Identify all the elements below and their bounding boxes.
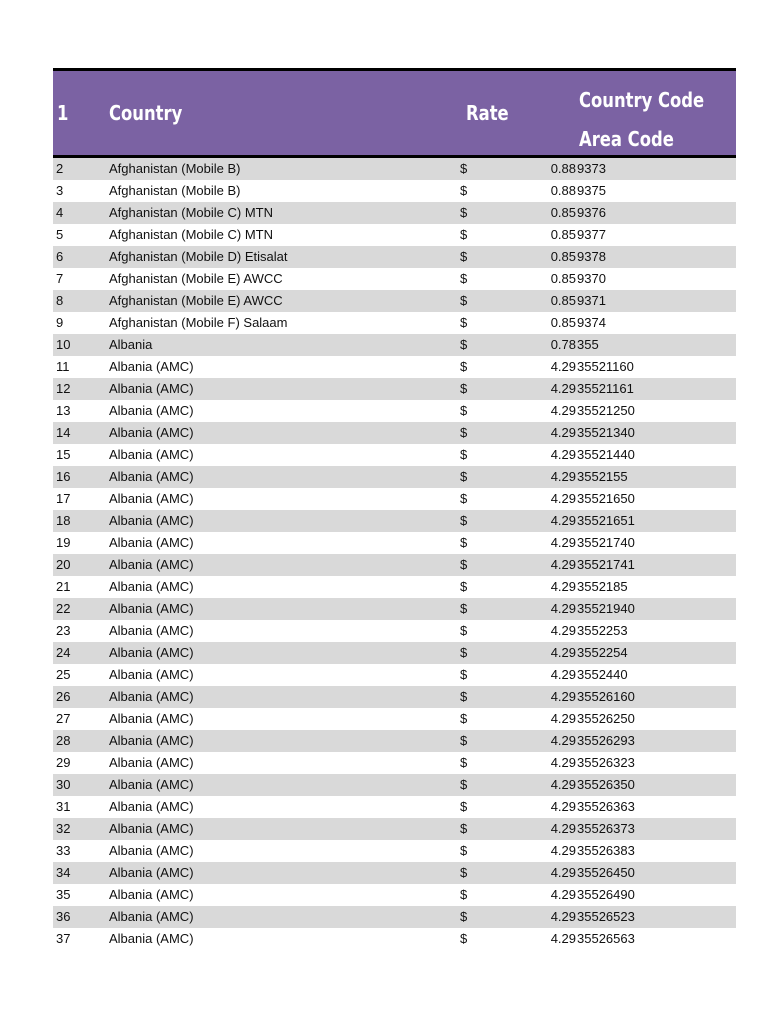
row-number-cell: 32 (56, 821, 71, 836)
currency-cell: $ (460, 865, 468, 880)
rate-cell: 4.29 (550, 931, 576, 946)
table-row (53, 576, 736, 598)
rate-cell: 4.29 (550, 821, 576, 836)
rate-cell: 4.29 (550, 755, 576, 770)
country-cell: Albania (AMC) (109, 623, 194, 638)
country-cell: Albania (AMC) (109, 711, 194, 726)
country-cell: Albania (AMC) (109, 733, 194, 748)
code-cell: 9376 (577, 205, 606, 220)
code-cell: 3552254 (577, 645, 628, 660)
country-cell: Albania (109, 337, 153, 352)
country-cell: Albania (AMC) (109, 645, 194, 660)
country-cell: Albania (AMC) (109, 469, 194, 484)
country-cell: Albania (AMC) (109, 821, 194, 836)
header-country-area-code (579, 81, 704, 159)
country-cell: Albania (AMC) (109, 359, 194, 374)
country-cell: Albania (AMC) (109, 425, 194, 440)
row-number-cell: 3 (56, 183, 64, 198)
table-row (53, 466, 736, 488)
table-row (53, 664, 736, 686)
code-cell: 35526490 (577, 887, 635, 902)
table-row (53, 884, 736, 906)
currency-cell: $ (460, 359, 468, 374)
table-row (53, 334, 736, 356)
currency-cell: $ (460, 557, 468, 572)
table-row (53, 730, 736, 752)
table-body (53, 158, 736, 950)
table-row (53, 554, 736, 576)
row-number-cell: 28 (56, 733, 71, 748)
currency-cell: $ (460, 227, 468, 242)
rate-cell: 0.85 (550, 315, 576, 330)
row-number-cell: 19 (56, 535, 71, 550)
currency-cell: $ (460, 755, 468, 770)
row-number-cell: 30 (56, 777, 71, 792)
country-cell: Albania (AMC) (109, 799, 194, 814)
table-row (53, 290, 736, 312)
currency-cell: $ (460, 513, 468, 528)
rate-cell: 4.29 (550, 689, 576, 704)
currency-cell: $ (460, 271, 468, 286)
header-row-number: 1 (57, 101, 69, 125)
row-number-cell: 21 (56, 579, 71, 594)
row-number-cell: 26 (56, 689, 71, 704)
table-row (53, 224, 736, 246)
currency-cell: $ (460, 667, 468, 682)
code-cell: 355 (577, 337, 599, 352)
rate-cell: 4.29 (550, 491, 576, 506)
country-cell: Albania (AMC) (109, 535, 194, 550)
row-number-cell: 8 (56, 293, 64, 308)
row-number-cell: 4 (56, 205, 64, 220)
code-cell: 35526523 (577, 909, 635, 924)
currency-cell: $ (460, 183, 468, 198)
row-number-cell: 29 (56, 755, 71, 770)
row-number-cell: 7 (56, 271, 64, 286)
country-cell: Afghanistan (Mobile D) Etisalat (109, 249, 288, 264)
rate-cell: 0.85 (550, 205, 576, 220)
row-number-cell: 27 (56, 711, 71, 726)
code-cell: 9373 (577, 161, 606, 176)
code-cell: 35521651 (577, 513, 635, 528)
country-cell: Albania (AMC) (109, 865, 194, 880)
row-number-cell: 5 (56, 227, 64, 242)
code-cell: 35526350 (577, 777, 635, 792)
code-cell: 9378 (577, 249, 606, 264)
country-cell: Albania (AMC) (109, 601, 194, 616)
code-cell: 35526160 (577, 689, 635, 704)
table-row (53, 686, 736, 708)
table-row (53, 400, 736, 422)
currency-cell: $ (460, 249, 468, 264)
table-row (53, 708, 736, 730)
row-number-cell: 23 (56, 623, 71, 638)
rate-cell: 4.29 (550, 733, 576, 748)
table-row (53, 378, 736, 400)
header-country: Country (109, 101, 183, 125)
code-cell: 3552155 (577, 469, 628, 484)
country-cell: Afghanistan (Mobile E) AWCC (109, 271, 283, 286)
country-cell: Albania (AMC) (109, 403, 194, 418)
rate-cell: 0.85 (550, 293, 576, 308)
currency-cell: $ (460, 535, 468, 550)
currency-cell: $ (460, 491, 468, 506)
currency-cell: $ (460, 205, 468, 220)
table-row (53, 818, 736, 840)
currency-cell: $ (460, 623, 468, 638)
rate-cell: 4.29 (550, 403, 576, 418)
country-cell: Albania (AMC) (109, 381, 194, 396)
currency-cell: $ (460, 425, 468, 440)
rate-cell: 4.29 (550, 799, 576, 814)
table-header (53, 68, 736, 158)
rate-cell: 4.29 (550, 425, 576, 440)
code-cell: 35521440 (577, 447, 635, 462)
currency-cell: $ (460, 645, 468, 660)
code-cell: 35521650 (577, 491, 635, 506)
rate-cell: 4.29 (550, 777, 576, 792)
code-cell: 35521740 (577, 535, 635, 550)
table-row (53, 356, 736, 378)
row-number-cell: 20 (56, 557, 71, 572)
code-cell: 35526323 (577, 755, 635, 770)
country-cell: Afghanistan (Mobile B) (109, 183, 241, 198)
country-cell: Albania (AMC) (109, 931, 194, 946)
currency-cell: $ (460, 403, 468, 418)
row-number-cell: 11 (56, 359, 70, 374)
table-row (53, 444, 736, 466)
table-row (53, 598, 736, 620)
code-cell: 9371 (577, 293, 606, 308)
code-cell: 35521940 (577, 601, 635, 616)
currency-cell: $ (460, 579, 468, 594)
country-cell: Afghanistan (Mobile C) MTN (109, 227, 273, 242)
code-cell: 35526383 (577, 843, 635, 858)
rate-cell: 4.29 (550, 381, 576, 396)
currency-cell: $ (460, 161, 468, 176)
code-cell: 35526363 (577, 799, 635, 814)
currency-cell: $ (460, 337, 468, 352)
row-number-cell: 6 (56, 249, 64, 264)
rate-cell: 0.88 (550, 183, 576, 198)
code-cell: 9375 (577, 183, 606, 198)
rate-cell: 4.29 (550, 711, 576, 726)
rate-cell: 4.29 (550, 359, 576, 374)
currency-cell: $ (460, 777, 468, 792)
country-cell: Afghanistan (Mobile B) (109, 161, 241, 176)
rate-cell: 4.29 (550, 865, 576, 880)
rate-cell: 4.29 (550, 447, 576, 462)
row-number-cell: 36 (56, 909, 71, 924)
rate-cell: 4.29 (550, 909, 576, 924)
currency-cell: $ (460, 909, 468, 924)
country-cell: Albania (AMC) (109, 447, 194, 462)
table-row (53, 796, 736, 818)
currency-cell: $ (460, 601, 468, 616)
table-row (53, 928, 736, 950)
table-row (53, 862, 736, 884)
code-cell: 35526293 (577, 733, 635, 748)
currency-cell: $ (460, 293, 468, 308)
table-row (53, 620, 736, 642)
country-cell: Albania (AMC) (109, 843, 194, 858)
country-cell: Albania (AMC) (109, 557, 194, 572)
row-number-cell: 18 (56, 513, 71, 528)
country-cell: Albania (AMC) (109, 667, 194, 682)
code-cell: 35526450 (577, 865, 635, 880)
row-number-cell: 33 (56, 843, 71, 858)
row-number-cell: 15 (56, 447, 71, 462)
table-row (53, 268, 736, 290)
country-cell: Afghanistan (Mobile F) Salaam (109, 315, 288, 330)
rate-cell: 4.29 (550, 469, 576, 484)
table-row (53, 752, 736, 774)
rate-table (53, 68, 736, 950)
header-area-code: Area Code (579, 127, 674, 151)
rate-cell: 4.29 (550, 887, 576, 902)
row-number-cell: 31 (56, 799, 71, 814)
currency-cell: $ (460, 887, 468, 902)
code-cell: 9370 (577, 271, 606, 286)
table-row (53, 246, 736, 268)
rate-cell: 4.29 (550, 843, 576, 858)
row-number-cell: 14 (56, 425, 71, 440)
currency-cell: $ (460, 315, 468, 330)
table-row (53, 158, 736, 180)
table-row (53, 422, 736, 444)
header-country-code: Country Code (579, 88, 705, 112)
row-number-cell: 13 (56, 403, 71, 418)
currency-cell: $ (460, 821, 468, 836)
row-number-cell: 16 (56, 469, 71, 484)
country-cell: Albania (AMC) (109, 689, 194, 704)
currency-cell: $ (460, 799, 468, 814)
table-row (53, 774, 736, 796)
row-number-cell: 9 (56, 315, 64, 330)
row-number-cell: 22 (56, 601, 71, 616)
country-cell: Albania (AMC) (109, 579, 194, 594)
code-cell: 3552253 (577, 623, 628, 638)
table-row (53, 642, 736, 664)
code-cell: 3552440 (577, 667, 628, 682)
row-number-cell: 2 (56, 161, 64, 176)
code-cell: 35521340 (577, 425, 635, 440)
currency-cell: $ (460, 843, 468, 858)
currency-cell: $ (460, 733, 468, 748)
currency-cell: $ (460, 931, 468, 946)
code-cell: 35521741 (577, 557, 635, 572)
rate-cell: 0.78 (550, 337, 576, 352)
rate-cell: 4.29 (550, 535, 576, 550)
code-cell: 35521160 (577, 359, 634, 374)
country-cell: Albania (AMC) (109, 777, 194, 792)
row-number-cell: 10 (56, 337, 71, 352)
header-rate: Rate (466, 101, 509, 125)
country-cell: Albania (AMC) (109, 909, 194, 924)
country-cell: Afghanistan (Mobile C) MTN (109, 205, 273, 220)
table-row (53, 202, 736, 224)
row-number-cell: 34 (56, 865, 71, 880)
table-row (53, 180, 736, 202)
table-row (53, 840, 736, 862)
code-cell: 35526563 (577, 931, 635, 946)
rate-cell: 0.88 (550, 161, 576, 176)
rate-cell: 0.85 (550, 271, 576, 286)
rate-cell: 0.85 (550, 249, 576, 264)
rate-cell: 4.29 (550, 513, 576, 528)
currency-cell: $ (460, 381, 468, 396)
rate-cell: 4.29 (550, 601, 576, 616)
table-row (53, 312, 736, 334)
code-cell: 3552185 (577, 579, 628, 594)
code-cell: 9374 (577, 315, 606, 330)
row-number-cell: 37 (56, 931, 71, 946)
country-cell: Afghanistan (Mobile E) AWCC (109, 293, 283, 308)
currency-cell: $ (460, 711, 468, 726)
code-cell: 35526373 (577, 821, 635, 836)
table-row (53, 532, 736, 554)
code-cell: 35521161 (577, 381, 634, 396)
currency-cell: $ (460, 689, 468, 704)
code-cell: 9377 (577, 227, 606, 242)
currency-cell: $ (460, 469, 468, 484)
rate-cell: 0.85 (550, 227, 576, 242)
country-cell: Albania (AMC) (109, 491, 194, 506)
table-row (53, 906, 736, 928)
country-cell: Albania (AMC) (109, 755, 194, 770)
rate-cell: 4.29 (550, 667, 576, 682)
rate-cell: 4.29 (550, 645, 576, 660)
row-number-cell: 17 (56, 491, 71, 506)
country-cell: Albania (AMC) (109, 887, 194, 902)
code-cell: 35526250 (577, 711, 635, 726)
code-cell: 35521250 (577, 403, 635, 418)
rate-cell: 4.29 (550, 623, 576, 638)
rate-cell: 4.29 (550, 579, 576, 594)
row-number-cell: 35 (56, 887, 71, 902)
row-number-cell: 12 (56, 381, 71, 396)
rate-cell: 4.29 (550, 557, 576, 572)
country-cell: Albania (AMC) (109, 513, 194, 528)
currency-cell: $ (460, 447, 468, 462)
table-row (53, 488, 736, 510)
row-number-cell: 24 (56, 645, 71, 660)
table-row (53, 510, 736, 532)
row-number-cell: 25 (56, 667, 71, 682)
